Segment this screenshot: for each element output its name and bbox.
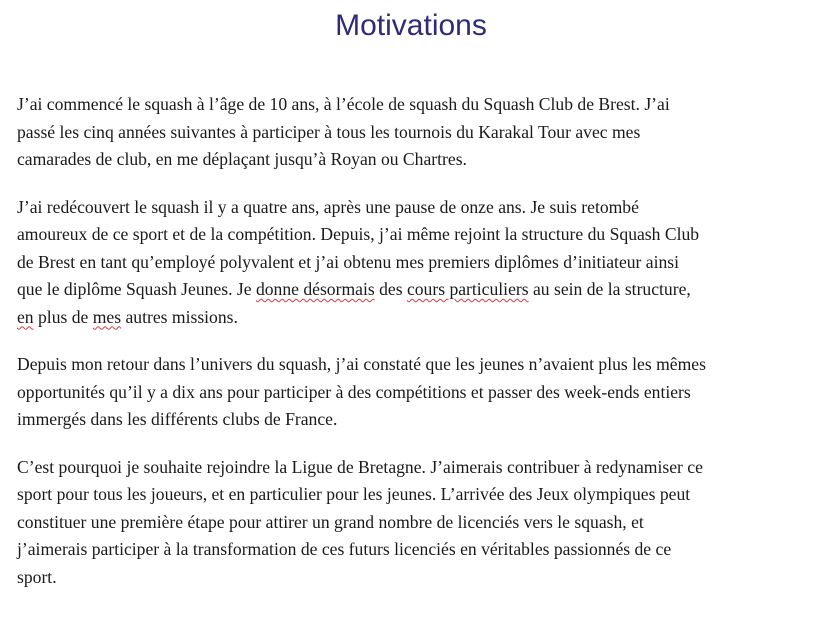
text-segment: des xyxy=(374,279,407,299)
text-line: j’aimerais participer à la transformation de ces futurs licenciés en véritables passionnés de ce xyxy=(17,539,672,559)
text-line: opportunités qu’il y a dix ans pour participer à des compétitions et passer des week-ends entiers xyxy=(17,381,691,402)
text-line: immergés dans les différents clubs de France. xyxy=(17,409,338,429)
paragraph-2 xyxy=(17,194,807,332)
text-line: camarades de club, en me déplaçant jusqu’à Royan ou Chartres. xyxy=(17,149,467,169)
document-body xyxy=(17,91,807,611)
text-line: sport pour tous les joueurs, et en particulier pour les jeunes. L’arrivée des Jeux olympiques peut xyxy=(17,484,691,504)
text-line: passé les cinq années suivantes à participer à tous les tournois du Karakal Tour avec mes xyxy=(17,121,641,142)
paragraph-3 xyxy=(17,351,807,434)
paragraph-4 xyxy=(17,454,807,592)
text-segment: autres missions. xyxy=(121,306,238,327)
spellcheck-flagged-text[interactable]: en xyxy=(17,306,34,327)
text-line: de Brest en tant qu’employé polyvalent et j’ai obtenu mes premiers diplômes d’initiateur ainsi xyxy=(17,251,680,272)
text-segment: que le diplôme Squash Jeunes. Je xyxy=(17,279,256,299)
text-segment: au sein de la structure, xyxy=(528,279,691,299)
text-line: sport. xyxy=(17,566,57,587)
text-line: constituer une première étape pour attirer un grand nombre de licenciés vers le squash, et xyxy=(17,511,644,532)
page-title: Motivations xyxy=(335,9,487,42)
text-line xyxy=(17,276,807,304)
text-line: C’est pourquoi je souhaite rejoindre la Ligue de Bretagne. J’aimerais contribuer à redynamiser ce xyxy=(17,456,703,477)
spellcheck-flagged-text[interactable]: donne désormais xyxy=(255,279,375,299)
text-line: amoureux de ce sport et de la compétition. Depuis, j’ai même rejoint la structure du Squash Club xyxy=(17,224,700,244)
paragraph-1 xyxy=(17,91,807,174)
text-line: J’ai redécouvert le squash il y a quatre ans, après une pause de onze ans. Je suis retombé xyxy=(17,196,639,217)
text-line: Depuis mon retour dans l’univers du squash, j’ai constaté que les jeunes n’avaient plus les mêmes xyxy=(17,354,706,374)
text-line: J’ai commencé le squash à l’âge de 10 ans, à l’école de squash du Squash Club de Brest. J’ai xyxy=(17,94,670,114)
spellcheck-flagged-text[interactable]: cours particuliers xyxy=(406,279,529,299)
spellcheck-flagged-text[interactable]: mes xyxy=(92,306,122,327)
text-line xyxy=(17,304,807,332)
text-segment: plus de xyxy=(33,306,93,327)
